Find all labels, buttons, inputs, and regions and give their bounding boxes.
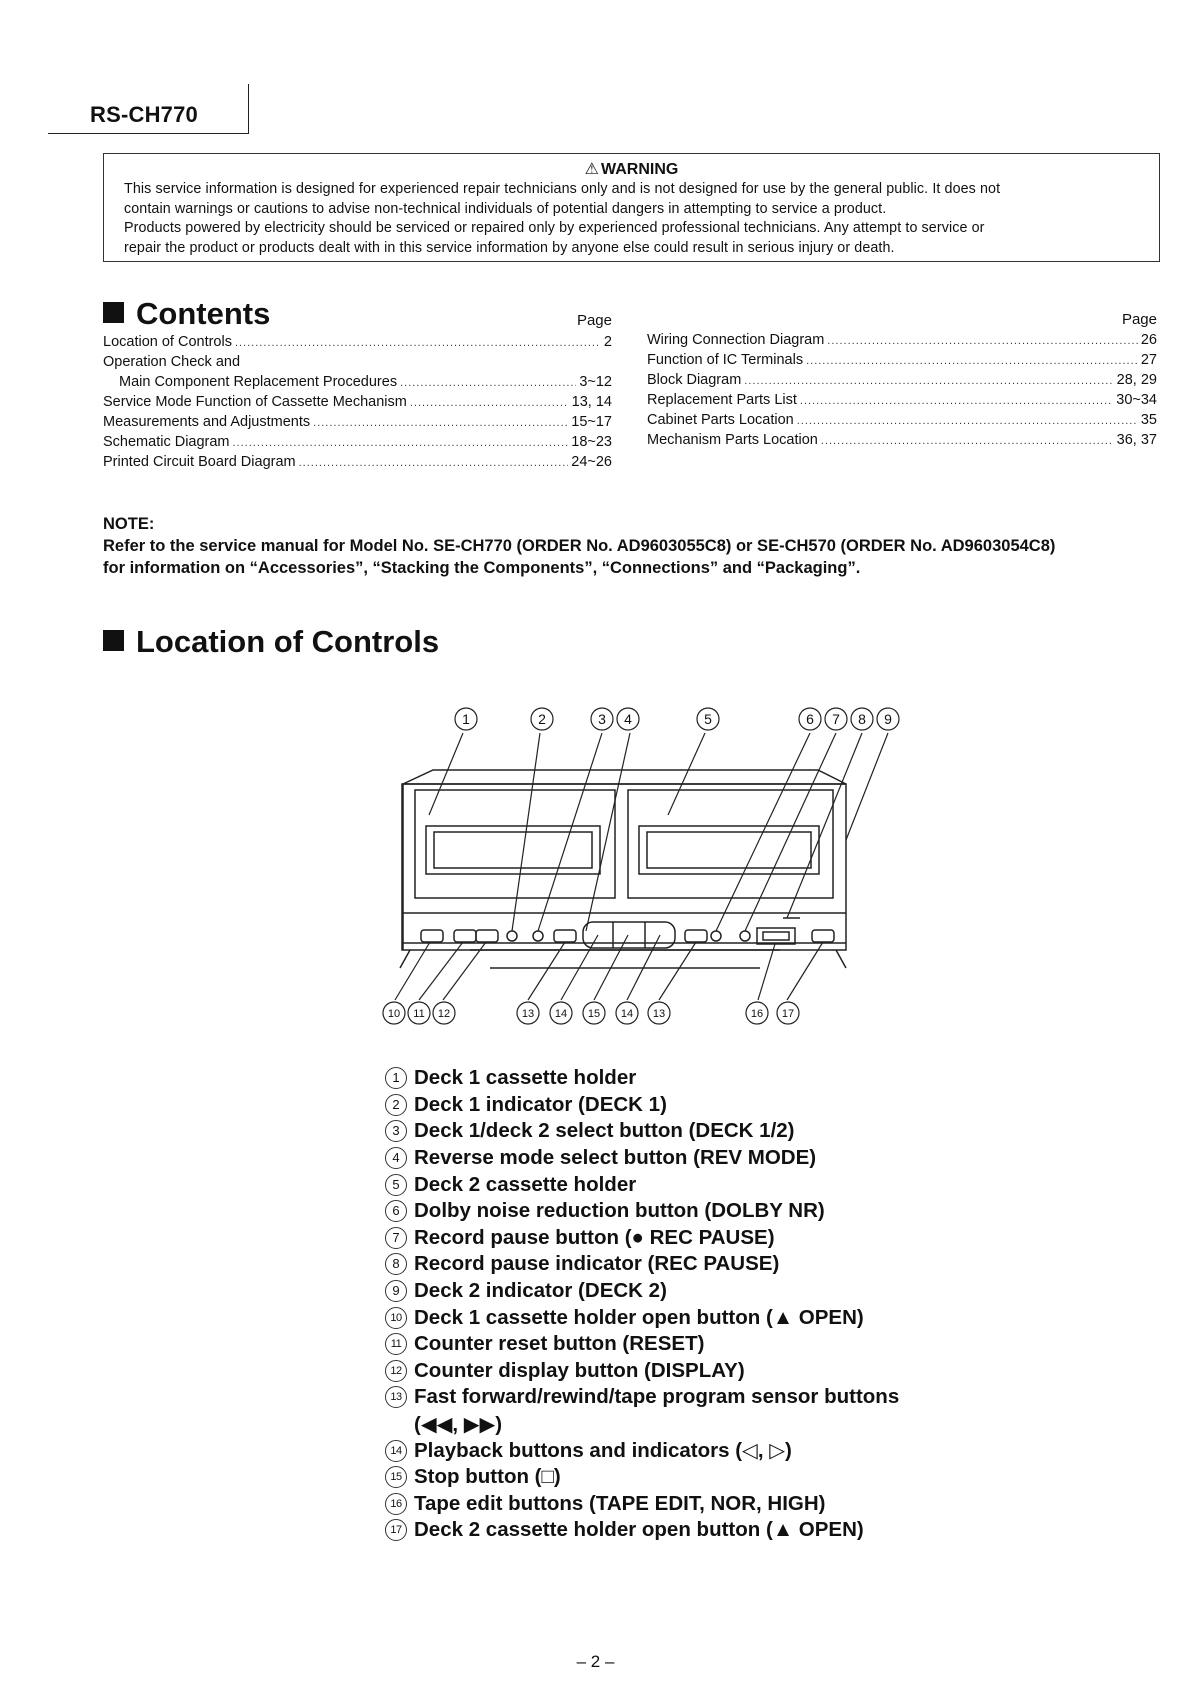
- toc-entry[interactable]: Service Mode Function of Cassette Mechanism ..... 13, 14: [103, 394, 612, 414]
- warning-line: This service information is designed for experienced repair technicians only and is not designed for use by the general public. It does not: [124, 181, 1001, 197]
- toc-entry[interactable]: Schematic Diagram ..... 18~23: [103, 434, 612, 454]
- legend-item: 5 Deck 2 cassette holder: [385, 1171, 899, 1198]
- legend-item-continuation: (◀◀, ▶▶): [414, 1412, 503, 1436]
- svg-text:6: 6: [806, 711, 814, 727]
- toc-entry[interactable]: Replacement Parts List ..... 30~34: [647, 392, 1157, 412]
- legend-item: 14 Playback buttons and indicators (◁, ▷): [385, 1437, 899, 1464]
- svg-text:14: 14: [554, 1008, 568, 1020]
- warning-title: ⚠ WARNING: [584, 161, 679, 178]
- legend-item: 7 Record pause button (● REC PAUSE): [385, 1225, 899, 1252]
- model-number: RS-CH770: [90, 102, 198, 127]
- callout-13b: [648, 1002, 670, 1024]
- svg-text:3: 3: [598, 711, 606, 727]
- svg-text:1: 1: [462, 711, 470, 727]
- toc-entry[interactable]: Block Diagram ..... 28, 29: [647, 372, 1157, 392]
- callout-2: [531, 708, 553, 730]
- toc-entry[interactable]: Cabinet Parts Location ..... 35: [647, 412, 1157, 432]
- contents-heading: Contents: [103, 296, 270, 332]
- deck-front-panel: [402, 784, 846, 950]
- display-button: [476, 930, 498, 942]
- deck1-open-button: [421, 930, 443, 942]
- legend-item: 9 Deck 2 indicator (DECK 2): [385, 1278, 899, 1305]
- dolby-nr-button: [711, 931, 721, 941]
- svg-text:17: 17: [781, 1008, 795, 1020]
- toc-entry[interactable]: Main Component Replacement Procedures ..... 3~12: [103, 374, 612, 394]
- callout-16: [746, 1002, 768, 1024]
- toc-entry[interactable]: Measurements and Adjustments ..... 15~17: [103, 414, 612, 434]
- callout-1: [455, 708, 477, 730]
- legend-item: 16 Tape edit buttons (TAPE EDIT, NOR, HIGH): [385, 1491, 899, 1518]
- legend-item: 11 Counter reset button (RESET): [385, 1331, 899, 1358]
- toc-entry[interactable]: Mechanism Parts Location ..... 36, 37: [647, 432, 1157, 452]
- svg-text:2: 2: [538, 711, 546, 727]
- warning-line: contain warnings or cautions to advise non-technical individuals of potential dangers in attempting to service a product.: [124, 200, 887, 217]
- page-column-label: Page: [1121, 311, 1157, 328]
- controls-legend: [385, 1065, 899, 1544]
- callout-17: [777, 1002, 799, 1024]
- toc-entry[interactable]: Printed Circuit Board Diagram ..... 24~26: [103, 454, 612, 474]
- toc-entry[interactable]: Wiring Connection Diagram ..... 26: [647, 332, 1157, 352]
- forward-button: [685, 930, 707, 942]
- callout-3: [591, 708, 613, 730]
- page-column-label: Page: [576, 312, 612, 329]
- svg-text:13: 13: [521, 1008, 535, 1020]
- legend-item: 4 Reverse mode select button (REV MODE): [385, 1145, 899, 1172]
- legend-item: 1 Deck 1 cassette holder: [385, 1065, 899, 1092]
- toc-entry: Operation Check and: [103, 354, 241, 370]
- callout-10: [383, 1002, 405, 1024]
- callout-14: [550, 1002, 572, 1024]
- legend-item: 10 Deck 1 cassette holder open button (▲ OPEN): [385, 1304, 899, 1331]
- deck-select-button: [533, 931, 543, 941]
- svg-text:13: 13: [652, 1008, 666, 1020]
- svg-text:11: 11: [413, 1008, 425, 1020]
- svg-text:10: 10: [387, 1008, 401, 1020]
- callout-6: [799, 708, 821, 730]
- svg-text:8: 8: [858, 711, 866, 727]
- page-number: – 2 –: [576, 1652, 615, 1671]
- deck2-open-button: [812, 930, 834, 942]
- svg-text:5: 5: [704, 711, 712, 727]
- svg-text:9: 9: [884, 711, 892, 727]
- note-line: Refer to the service manual for Model No. SE-CH770 (ORDER No. AD9603055C8) or SE-CH570 (ORDER No. AD9603054C8): [103, 537, 1056, 555]
- warning-line: repair the product or products dealt with in this service information by anyone else could result in serious injury or death.: [124, 239, 895, 256]
- legend-item: 8 Record pause indicator (REC PAUSE): [385, 1251, 899, 1278]
- callout-11: [408, 1002, 430, 1024]
- deck1-indicator: [507, 931, 517, 941]
- reset-button: [454, 930, 476, 942]
- callout-5: [697, 708, 719, 730]
- svg-text:12: 12: [437, 1008, 451, 1020]
- svg-text:4: 4: [624, 711, 632, 727]
- callout-15: [583, 1002, 605, 1024]
- legend-item: 6 Dolby noise reduction button (DOLBY NR): [385, 1198, 899, 1225]
- warning-line: Products powered by electricity should be serviced or repaired only by experienced professional technicians. Any attempt to service or: [124, 220, 985, 236]
- callout-7: [825, 708, 847, 730]
- callout-12: [433, 1002, 455, 1024]
- callout-9: [877, 708, 899, 730]
- legend-item: 13 Fast forward/rewind/tape program sensor buttons: [385, 1384, 899, 1411]
- transport-cluster: [583, 922, 675, 948]
- callout-13: [517, 1002, 539, 1024]
- svg-text:15: 15: [587, 1008, 601, 1020]
- note-line: for information on “Accessories”, “Stacking the Components”, “Connections” and “Packaging”.: [103, 559, 861, 577]
- callout-8: [851, 708, 873, 730]
- svg-text:16: 16: [750, 1008, 764, 1020]
- callout-4: [617, 708, 639, 730]
- callout-14b: [616, 1002, 638, 1024]
- deck1-window: [426, 826, 600, 874]
- deck1-door: [415, 790, 615, 898]
- rewind-button: [554, 930, 576, 942]
- legend-item: 15 Stop button (□): [385, 1464, 899, 1491]
- legend-item: 12 Counter display button (DISPLAY): [385, 1358, 899, 1385]
- legend-item: 17 Deck 2 cassette holder open button (▲ OPEN): [385, 1517, 899, 1544]
- rec-pause-button: [740, 931, 750, 941]
- deck-top-surface: [403, 770, 846, 784]
- warning-triangle-icon: ⚠: [584, 161, 599, 178]
- svg-text:14: 14: [620, 1008, 634, 1020]
- svg-text:7: 7: [832, 711, 840, 727]
- legend-item: 2 Deck 1 indicator (DECK 1): [385, 1092, 899, 1119]
- deck2-window: [639, 826, 819, 874]
- note-title: NOTE:: [103, 515, 155, 533]
- legend-item: 3 Deck 1/deck 2 select button (DECK 1/2): [385, 1118, 899, 1145]
- toc-entry[interactable]: Function of IC Terminals ..... 27: [647, 352, 1157, 372]
- toc-entry[interactable]: Location of Controls ..... 2: [103, 334, 612, 354]
- location-heading: Location of Controls: [103, 624, 439, 660]
